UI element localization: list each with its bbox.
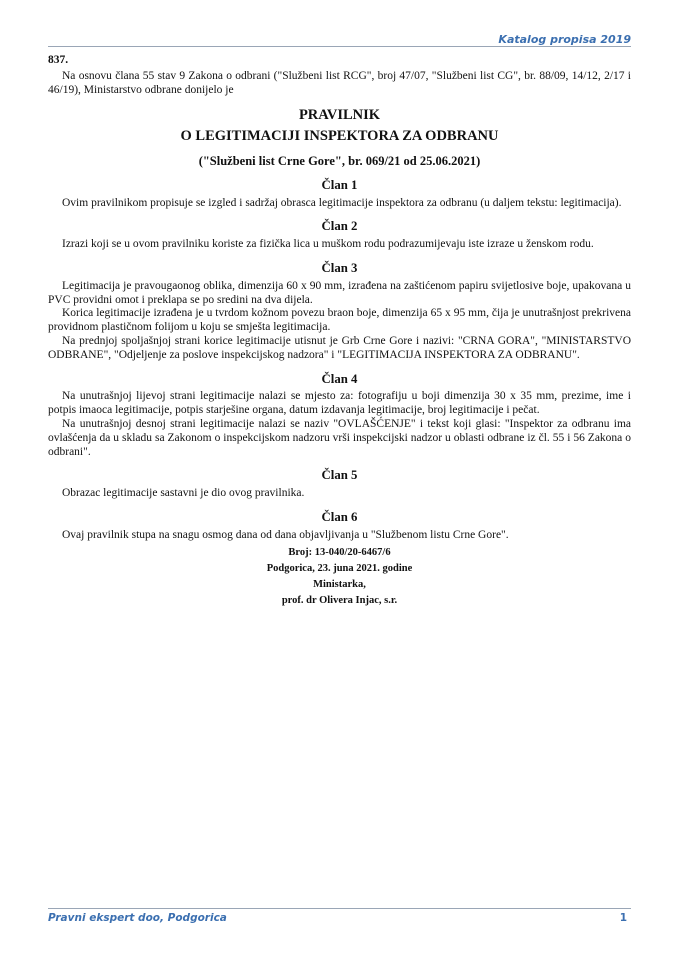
article-paragraph: Korica legitimacije izrađena je u tvrdom kožnom povezu braon boje, dimenzija 65 x 95 mm, čija je unutrašnjost prekrivena providnom plastičnom folijom u koju se smješta legitimacija. — [48, 307, 631, 334]
article-4 — [48, 373, 631, 460]
article-heading: Član 2 — [321, 219, 358, 234]
signature-block — [48, 545, 631, 609]
article-paragraph: Legitimacija je pravougaonog oblika, dimenzija 60 x 90 mm, izrađena na zaštićenom papiru svijetlosive boje, upakovana u PVC providni omot i preklapa se po sredini na dva dijela. — [48, 279, 631, 306]
page-number: 1 — [619, 912, 627, 924]
document-title: PRAVILNIK — [298, 107, 381, 124]
gazette-reference: ("Službeni list Crne Gore", br. 069/21 od 25.06.2021) — [198, 153, 481, 168]
document-body — [48, 54, 631, 609]
article-5 — [48, 469, 631, 501]
signatory-name: prof. dr Olivera Injac, s.r. — [281, 594, 398, 606]
article-heading: Član 5 — [321, 468, 358, 483]
header-divider — [48, 46, 631, 47]
article-paragraph: Ovaj pravilnik stupa na snagu osmog dana od dana objavljivanja u "Službenom listu Crne Gore". — [62, 528, 509, 541]
article-3 — [48, 262, 631, 363]
signatory-role: Ministarka, — [313, 578, 366, 590]
article-heading: Član 4 — [321, 371, 358, 386]
article-paragraph: Na unutrašnjoj lijevoj strani legitimacije nalazi se mjesto za: fotografiju u boji dimenzija 30 x 35 mm, prezime, ime i potpis imaoca legitimacije, potpis starješine organa, datum izdavanja legitimacije, broj legitimacije i pečat. — [48, 390, 631, 417]
footer-publisher: Pravni ekspert doo, Podgorica — [48, 912, 227, 924]
preamble: Na osnovu člana 55 stav 9 Zakona o odbrani ("Službeni list RCG", broj 47/07, "Službeni list CG", br. 88/09, 14/12, 2/17 i 46/19), Ministarstvo odbrane donijelo je — [48, 69, 631, 96]
article-1 — [48, 179, 631, 211]
article-2 — [48, 220, 631, 252]
article-heading: Član 3 — [321, 260, 358, 275]
place-date: Podgorica, 23. juna 2021. godine — [266, 562, 413, 574]
article-paragraph: Izrazi koji se u ovom pravilniku koriste za fizička lica u muškom rodu podrazumijevaju iste izraze u ženskom rodu. — [62, 238, 594, 251]
article-paragraph: Ovim pravilnikom propisuje se izgled i sadržaj obrasca legitimacije inspektora za odbranu (u daljem tekstu: legitimacija). — [62, 196, 622, 209]
article-heading: Član 1 — [321, 177, 358, 192]
article-6 — [48, 511, 631, 543]
article-paragraph: Na prednjoj spoljašnjoj strani korice legitimacije utisnut je Grb Crne Gore i nazivi: "CRNA GORA", "MINISTARSTVO ODBRANE", "Odjeljenje za poslove inspekcijskog nadzora" i "LEGITIMACIJA INSPEKTORA ZA ODBRANU". — [48, 334, 631, 361]
footer-divider — [48, 908, 631, 909]
article-heading: Član 6 — [321, 509, 358, 524]
article-paragraph: Na unutrašnjoj desnoj strani legitimacije nalazi se naziv "OVLAŠĆENJE" i tekst koji glasi: "Inspektor za odbranu ima ovlašćenja da u skladu sa Zakonom o inspekcijskom nadzoru vrši inspekcijski nadzor u oblasti odbrane iz čl. 55 i 56 Zakona o odbrani". — [48, 417, 631, 458]
reference-number: Broj: 13-040/20-6467/6 — [288, 546, 391, 558]
document-number: 837. — [48, 54, 69, 66]
article-paragraph: Obrazac legitimacije sastavni je dio ovog pravilnika. — [62, 487, 305, 500]
document-subtitle: O LEGITIMACIJI INSPEKTORA ZA ODBRANU — [180, 128, 499, 145]
header-title: Katalog propisa 2019 — [498, 33, 631, 46]
